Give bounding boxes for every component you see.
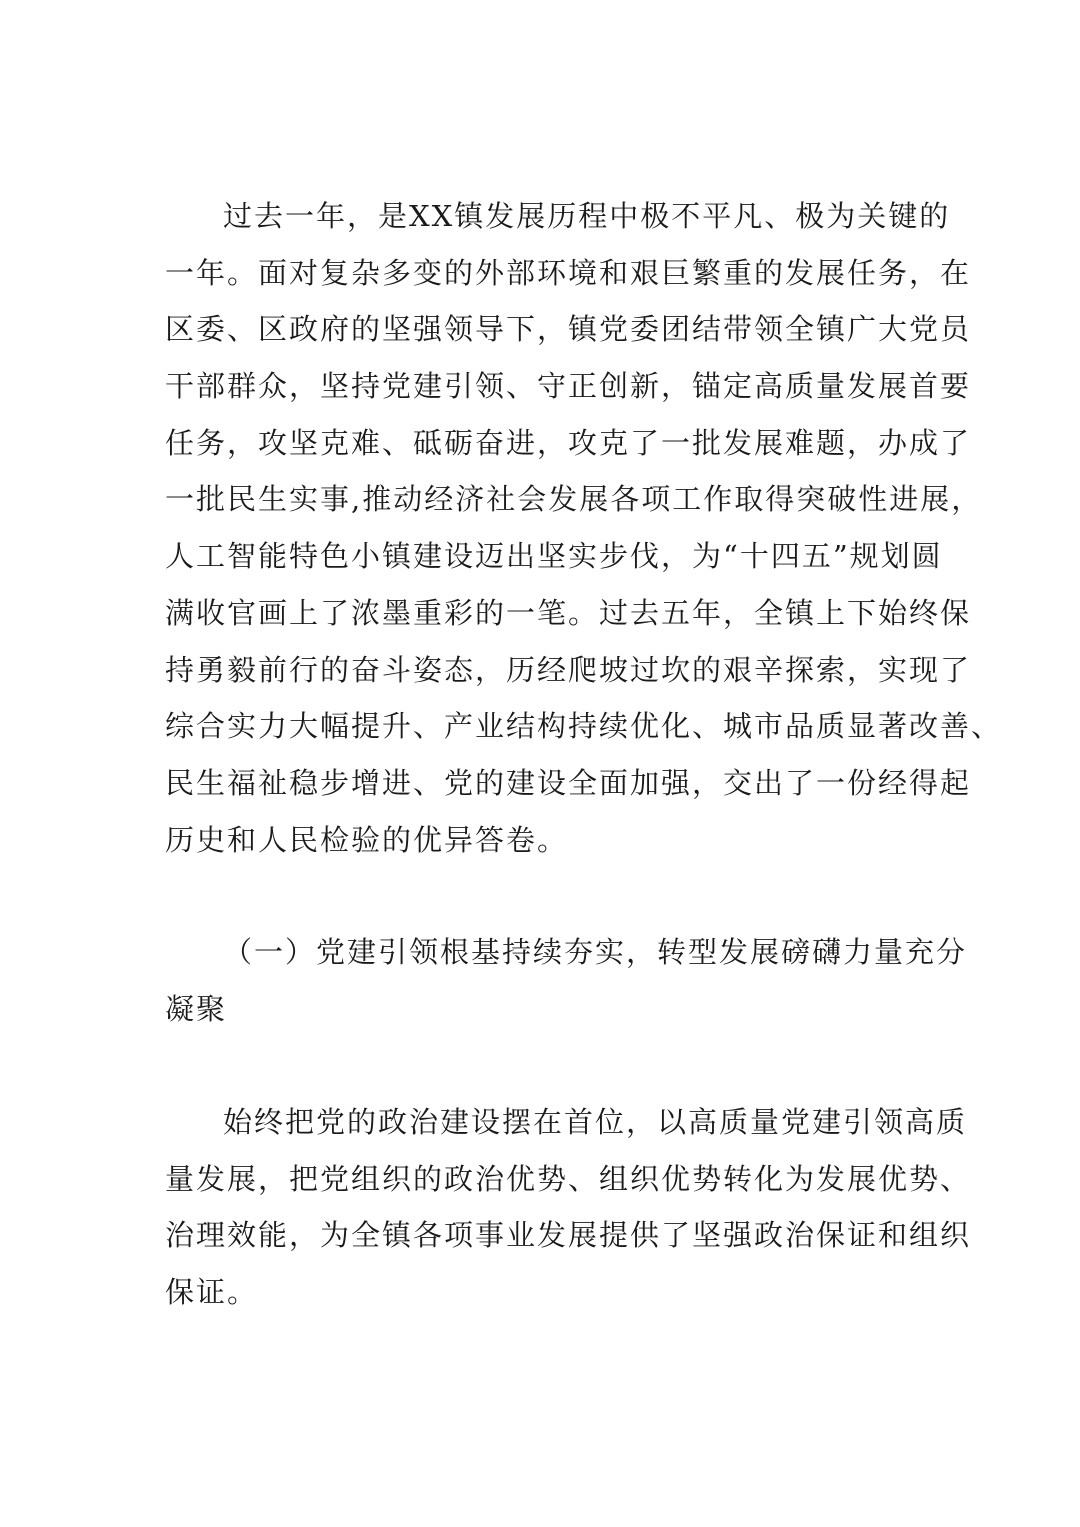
section-heading bbox=[165, 924, 968, 1037]
paragraph-line: 历史和人民检验的优异答卷。 bbox=[165, 822, 569, 857]
paragraph-line: 保证。 bbox=[165, 1275, 259, 1310]
paragraph-line: 始终把党的政治建设摆在首位，以高质量党建引领高质 bbox=[223, 1105, 968, 1139]
paragraph-line: 民生福祉稳步增进、党的建设全面加强，交出了一份经得起 bbox=[165, 765, 972, 800]
paragraph-line: 一批民生实事,推动经济社会发展各项工作取得突破性进展， bbox=[165, 482, 983, 517]
paragraph-line: 治理效能，为全镇各项事业发展提供了坚强政治保证和组织 bbox=[165, 1218, 972, 1253]
paragraph-line: 持勇毅前行的奋斗姿态，历经爬坡过坎的艰辛探索，实现了 bbox=[165, 652, 972, 687]
paragraph-line: 一年。面对复杂多变的外部环境和艰巨繁重的发展任务，在 bbox=[165, 255, 972, 290]
paragraph-intro bbox=[165, 188, 1003, 868]
paragraph-line: 人工智能特色小镇建设迈出坚实步伐，为“十四五”规划圆 bbox=[165, 539, 943, 574]
paragraph-party-building bbox=[165, 1094, 972, 1321]
paragraph-line: 综合实力大幅提升、产业结构持续优化、城市品质显著改善、 bbox=[165, 709, 1003, 744]
paragraph-line: 干部群众，坚持党建引领、守正创新，锚定高质量发展首要 bbox=[165, 369, 972, 404]
paragraph-line: 满收官画上了浓墨重彩的一笔。过去五年，全镇上下始终保 bbox=[165, 595, 972, 630]
heading-line: （一）党建引领根基持续夯实，转型发展磅礴力量充分 bbox=[223, 935, 968, 969]
paragraph-line: 过去一年，是XX镇发展历程中极不平凡、极为关键的 bbox=[223, 199, 951, 233]
paragraph-line: 任务，攻坚克难、砥砺奋进，攻克了一批发展难题，办成了 bbox=[165, 425, 972, 460]
paragraph-line: 量发展，把党组织的政治优势、组织优势转化为发展优势、 bbox=[165, 1161, 972, 1196]
heading-line: 凝聚 bbox=[165, 991, 228, 1026]
paragraph-line: 区委、区政府的坚强领导下，镇党委团结带领全镇广大党员 bbox=[165, 312, 972, 347]
